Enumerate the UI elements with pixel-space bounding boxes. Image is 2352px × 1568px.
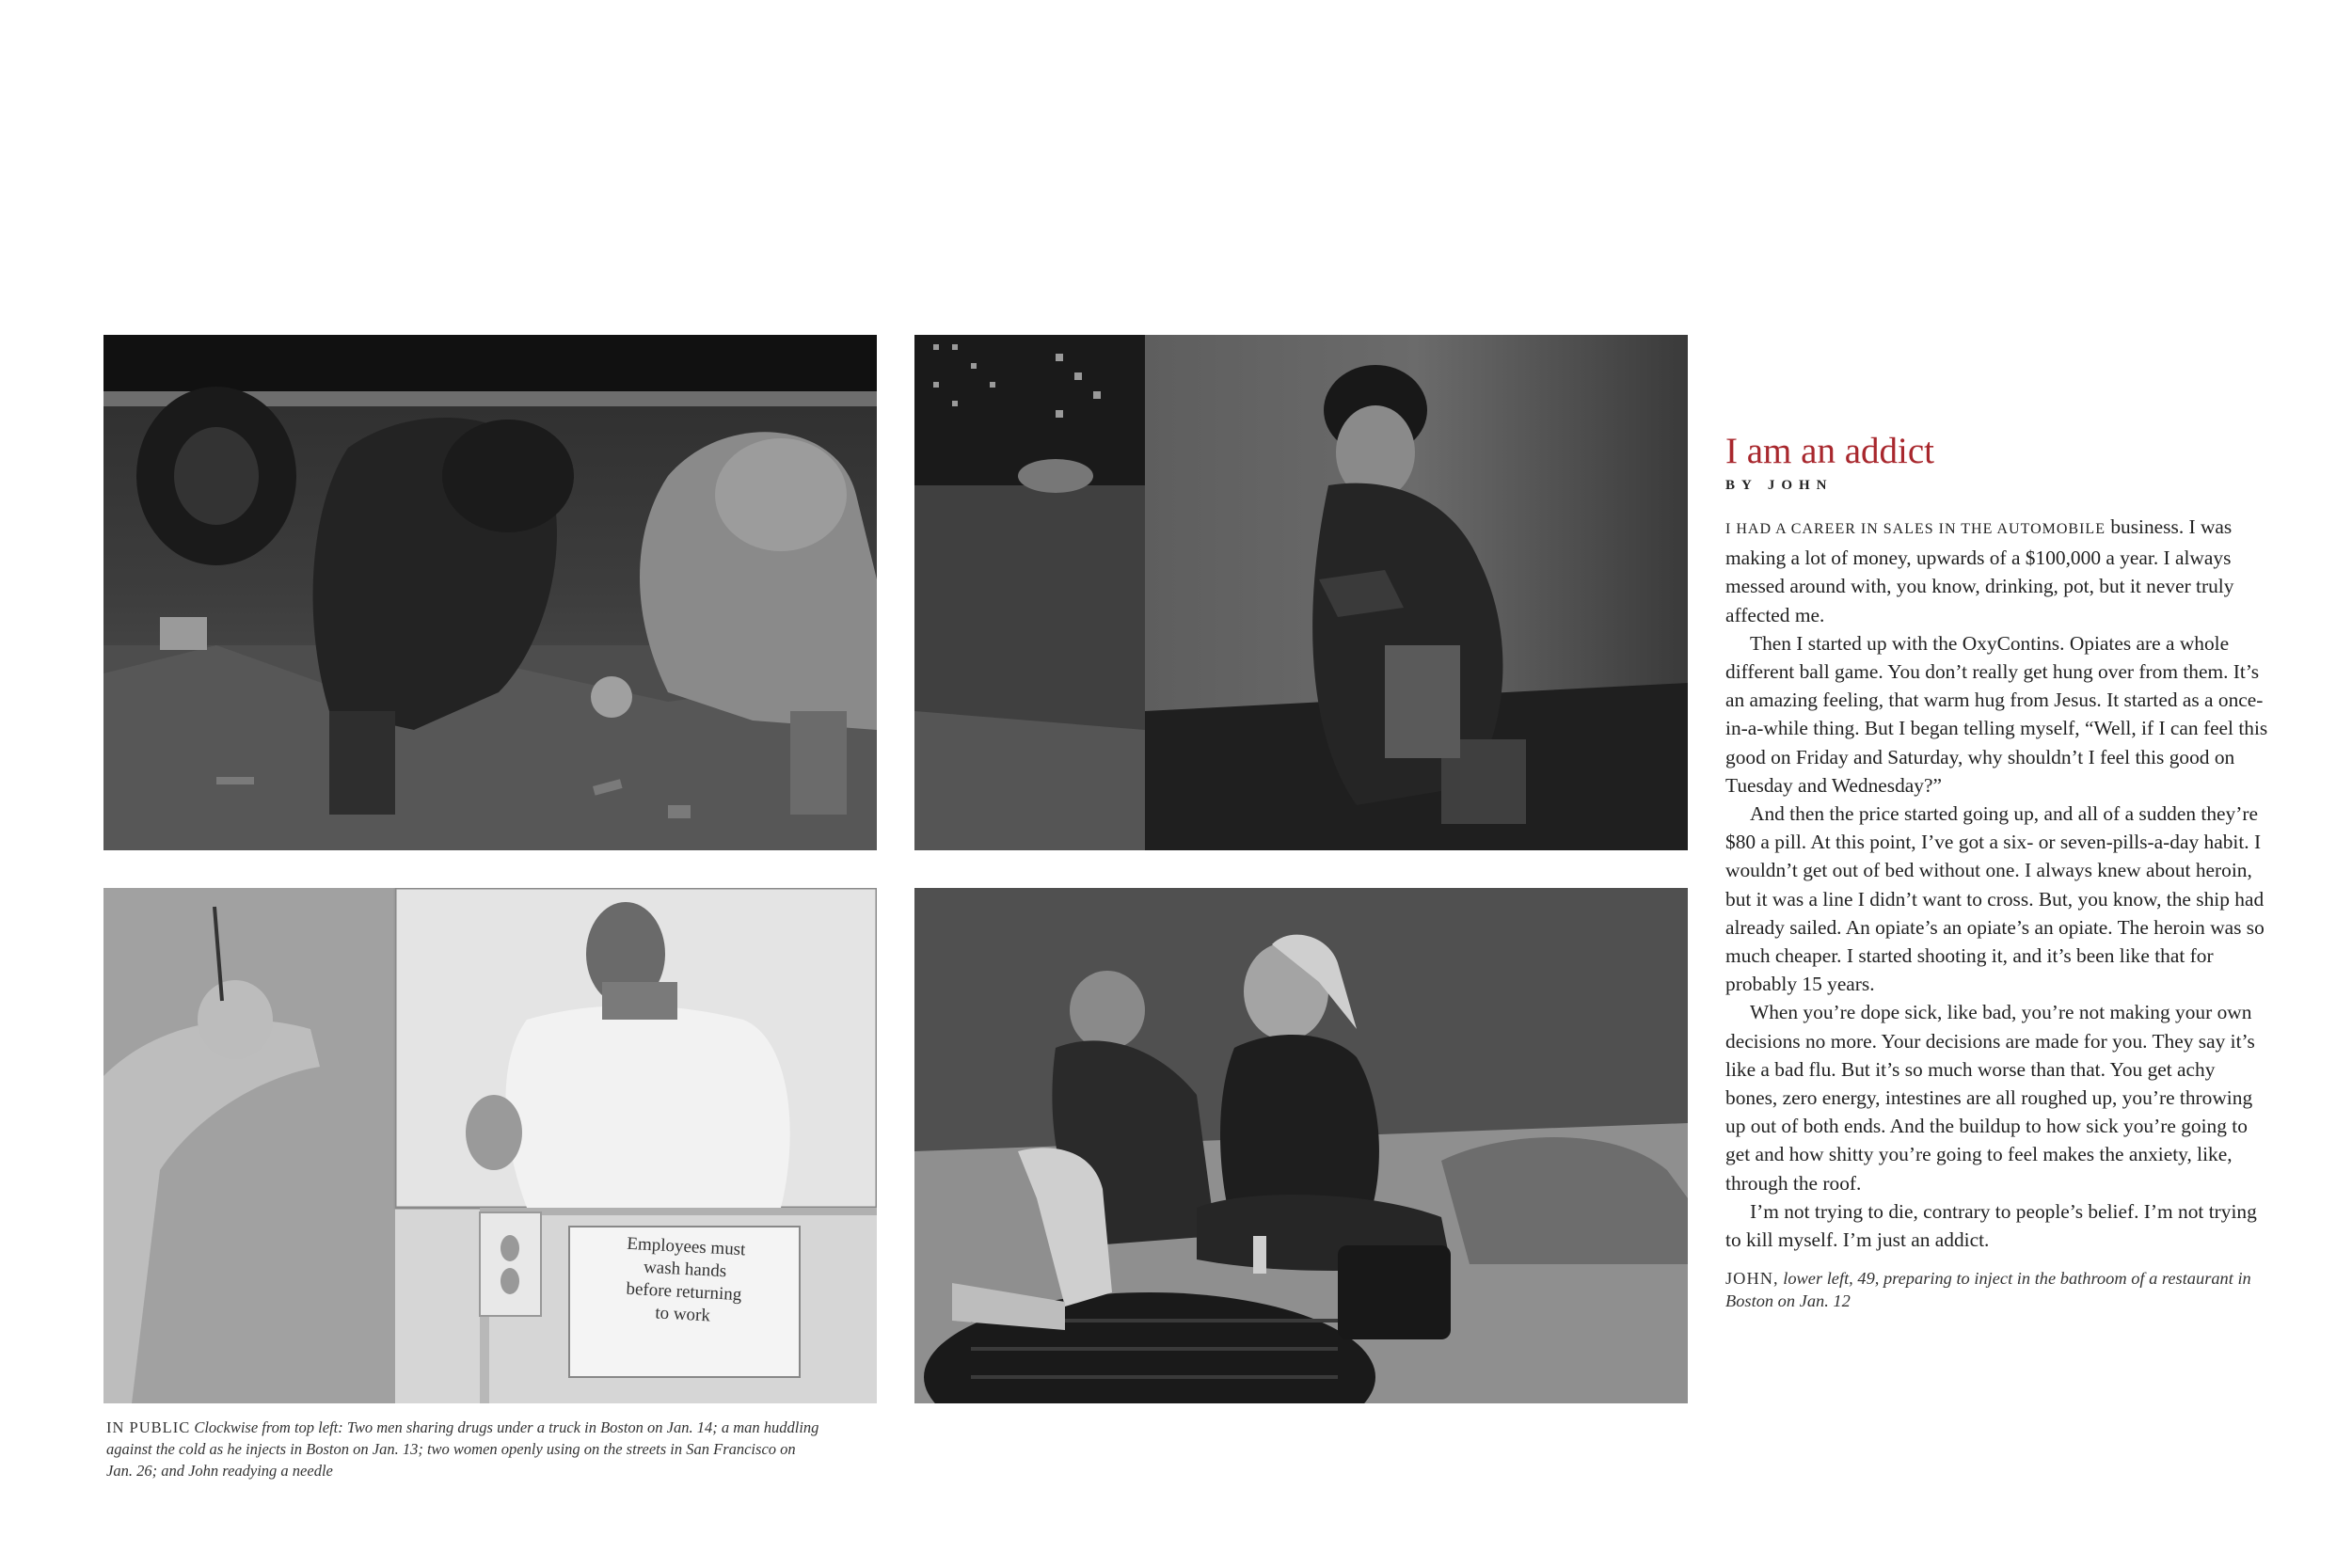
byline-name: JOHN — [1767, 478, 1834, 493]
article-paragraph: When you’re dope sick, like bad, you’re not making your own decisions no more. Your decisions are made for you. They say it’s like a bad flu. But it’s so much worse than that. You get achy bones, zero energy, intestines are all roughed up, you’re throwing up out of both ends. And the buildup to how sick you’re going to get and how shitty you’re going to feel makes the anxiety, like, through the roof. — [1725, 1001, 2255, 1195]
photo-john-readying-needle — [103, 888, 877, 1403]
byline-by: BY — [1725, 478, 1758, 493]
photos-caption — [106, 1417, 821, 1481]
photos-caption-lead: IN PUBLIC — [106, 1418, 191, 1436]
article-paragraph — [1725, 513, 2271, 629]
article-byline — [1725, 478, 2271, 494]
article-lead-in: I HAD A CAREER IN SALES IN THE AUTOMOBILE — [1725, 521, 2106, 537]
article-paragraph: Then I started up with the OxyContins. Opiates are a whole different ball game. You don’t really get hung over from them. It’s an amazing feeling, that warm hug from Jesus. It started as a once-in-a-while thing. But I began telling myself, “Well, if I can feel this good on Friday and Saturday, why shouldn’t I feel this good on Tuesday and Wednesday?” — [1725, 631, 2268, 797]
article-paragraph: And then the price started going up, and all of a sudden they’re $80 a pill. At this point, I’ve got a six- or seven-pills-a-day habit. I wouldn’t get out of bed without one. I always knew about heroin, but it was a line I didn’t want to cross. But, you know, the ship had already sailed. An opiate’s an opiate’s an opiate. The heroin was so much cheaper. I started shooting it, and it’s been like that for probably 15 years. — [1725, 802, 2265, 996]
photos-caption-body: Clockwise from top left: Two men sharing drugs under a truck in Boston on Jan. 14; a man huddling against the cold as he injects in Boston on Jan. 13; two women openly using on the streets in San Francisco on Jan. 26; and John readying a needle — [106, 1418, 819, 1480]
photo-two-women-street — [914, 888, 1688, 1403]
article-paragraph-text: business. I was making a lot of money, upwards of a $100,000 a year. I always messed around with, you know, drinking, pot, but it never truly affected me. — [1725, 515, 2234, 626]
photo-man-huddling-night — [914, 335, 1688, 850]
restroom-sign-text: Employees must wash hands before returning to work — [625, 1233, 746, 1326]
article-headline: I am an addict — [1725, 431, 1934, 471]
photo-men-under-truck — [103, 335, 877, 850]
article-body — [1725, 513, 2271, 1254]
john-caption — [1725, 1267, 2271, 1312]
article — [1725, 429, 2271, 1312]
article-paragraph: I’m not trying to die, contrary to people’s belief. I’m not trying to kill myself. I’m just an addict. — [1725, 1199, 2257, 1252]
john-caption-body: lower left, 49, preparing to inject in the bathroom of a restaurant in Boston on Jan. 12 — [1725, 1269, 2251, 1311]
john-caption-name: JOHN, — [1725, 1269, 1779, 1289]
